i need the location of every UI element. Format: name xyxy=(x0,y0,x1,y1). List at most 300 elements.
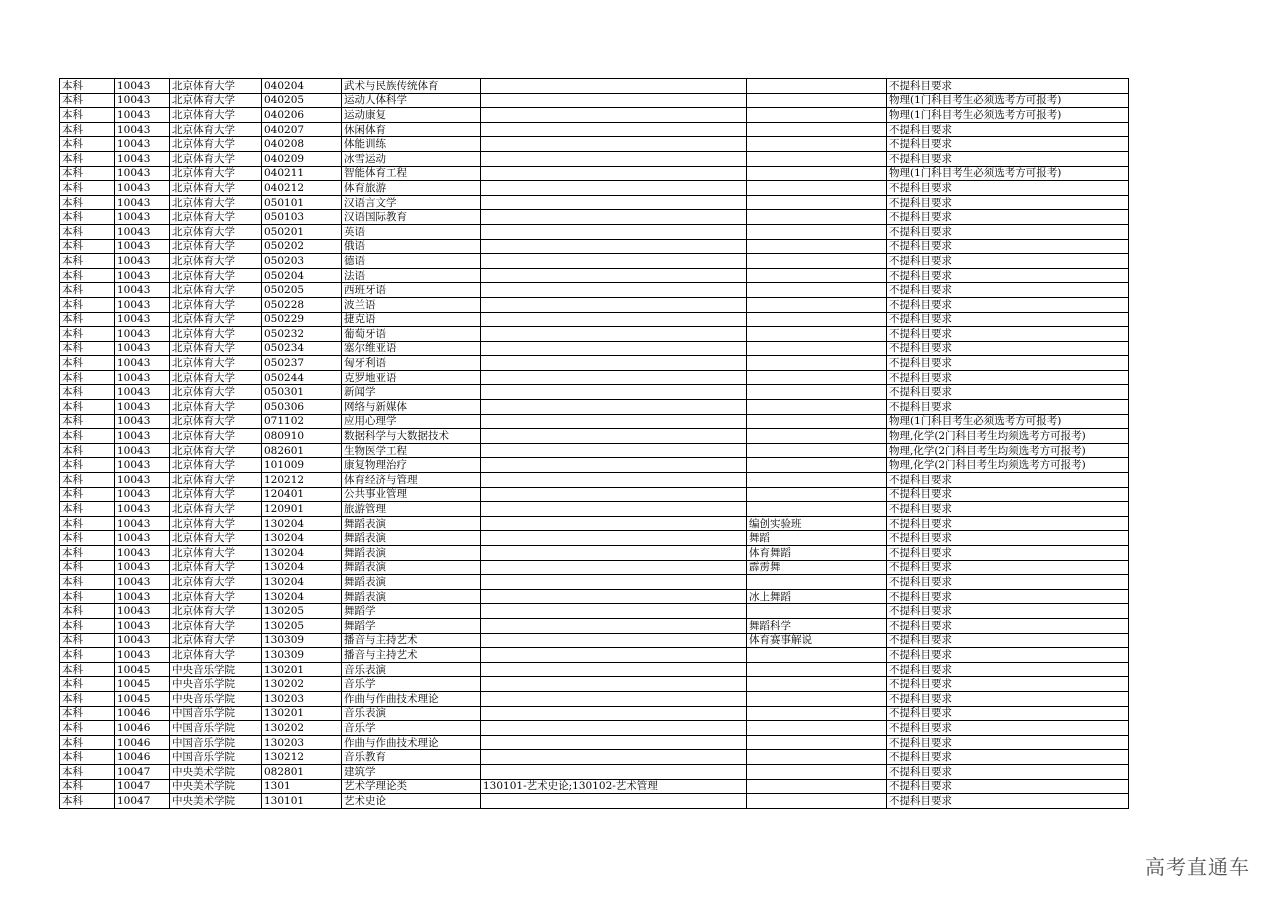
included-majors-cell xyxy=(481,268,747,283)
major-name-cell: 运动康复 xyxy=(342,108,481,123)
major-code-cell: 040209 xyxy=(262,151,342,166)
school-code-cell: 10043 xyxy=(115,575,170,590)
major-code-cell: 082801 xyxy=(262,764,342,779)
remarks-cell xyxy=(747,604,887,619)
included-majors-cell xyxy=(481,648,747,663)
school-name-cell: 北京体育大学 xyxy=(170,297,262,312)
table-row xyxy=(60,429,1129,444)
included-majors-cell xyxy=(481,181,747,196)
school-code-cell: 10043 xyxy=(115,254,170,269)
major-name-cell: 法语 xyxy=(342,268,481,283)
school-name-cell: 北京体育大学 xyxy=(170,166,262,181)
table-row xyxy=(60,531,1129,546)
table-row xyxy=(60,122,1129,137)
included-majors-cell xyxy=(481,297,747,312)
school-name-cell: 北京体育大学 xyxy=(170,648,262,663)
level-cell: 本科 xyxy=(60,735,115,750)
major-name-cell: 旅游管理 xyxy=(342,502,481,517)
level-cell: 本科 xyxy=(60,108,115,123)
table-row xyxy=(60,633,1129,648)
major-name-cell: 音乐学 xyxy=(342,677,481,692)
subject-requirement-cell: 不提科目要求 xyxy=(887,224,1129,239)
major-name-cell: 艺术学理论类 xyxy=(342,779,481,794)
school-code-cell: 10045 xyxy=(115,677,170,692)
remarks-cell xyxy=(747,254,887,269)
subject-requirement-cell: 物理(1门科目考生必须选考方可报考) xyxy=(887,93,1129,108)
subject-requirement-cell: 不提科目要求 xyxy=(887,385,1129,400)
major-name-cell: 作曲与作曲技术理论 xyxy=(342,691,481,706)
remarks-cell xyxy=(747,312,887,327)
major-name-cell: 艺术史论 xyxy=(342,794,481,809)
school-name-cell: 北京体育大学 xyxy=(170,575,262,590)
major-name-cell: 葡萄牙语 xyxy=(342,327,481,342)
major-code-cell: 101009 xyxy=(262,458,342,473)
level-cell: 本科 xyxy=(60,662,115,677)
included-majors-cell xyxy=(481,327,747,342)
included-majors-cell xyxy=(481,400,747,415)
remarks-cell xyxy=(747,166,887,181)
school-code-cell: 10045 xyxy=(115,691,170,706)
remarks-cell xyxy=(747,370,887,385)
remarks-cell xyxy=(747,677,887,692)
major-code-cell: 120401 xyxy=(262,487,342,502)
remarks-cell xyxy=(747,443,887,458)
included-majors-cell xyxy=(481,677,747,692)
major-name-cell: 波兰语 xyxy=(342,297,481,312)
major-name-cell: 音乐表演 xyxy=(342,706,481,721)
level-cell: 本科 xyxy=(60,239,115,254)
major-code-cell: 050232 xyxy=(262,327,342,342)
subject-requirement-cell: 不提科目要求 xyxy=(887,735,1129,750)
major-name-cell: 音乐表演 xyxy=(342,662,481,677)
level-cell: 本科 xyxy=(60,546,115,561)
subject-requirement-cell: 不提科目要求 xyxy=(887,589,1129,604)
school-name-cell: 北京体育大学 xyxy=(170,531,262,546)
major-name-cell: 武术与民族传统体育 xyxy=(342,79,481,94)
subject-requirement-cell: 不提科目要求 xyxy=(887,516,1129,531)
watermark: 高考直通车 xyxy=(1145,855,1250,879)
level-cell: 本科 xyxy=(60,341,115,356)
level-cell: 本科 xyxy=(60,414,115,429)
subject-requirement-cell: 不提科目要求 xyxy=(887,502,1129,517)
remarks-cell xyxy=(747,706,887,721)
subject-requirement-cell: 不提科目要求 xyxy=(887,706,1129,721)
included-majors-cell xyxy=(481,604,747,619)
remarks-cell xyxy=(747,735,887,750)
school-code-cell: 10043 xyxy=(115,356,170,371)
subject-requirement-cell: 不提科目要求 xyxy=(887,151,1129,166)
subject-requirement-cell: 不提科目要求 xyxy=(887,356,1129,371)
school-name-cell: 中国音乐学院 xyxy=(170,735,262,750)
major-code-cell: 130204 xyxy=(262,531,342,546)
major-name-cell: 新闻学 xyxy=(342,385,481,400)
subject-requirement-cell: 物理,化学(2门科目考生均须选考方可报考) xyxy=(887,443,1129,458)
included-majors-cell xyxy=(481,735,747,750)
major-code-cell: 040211 xyxy=(262,166,342,181)
level-cell: 本科 xyxy=(60,137,115,152)
included-majors-cell xyxy=(481,385,747,400)
table-row xyxy=(60,166,1129,181)
school-name-cell: 北京体育大学 xyxy=(170,618,262,633)
subject-requirement-cell: 不提科目要求 xyxy=(887,531,1129,546)
subject-requirement-cell: 不提科目要求 xyxy=(887,181,1129,196)
remarks-cell xyxy=(747,224,887,239)
level-cell: 本科 xyxy=(60,429,115,444)
level-cell: 本科 xyxy=(60,166,115,181)
remarks-cell xyxy=(747,151,887,166)
included-majors-cell xyxy=(481,473,747,488)
subject-requirement-cell: 不提科目要求 xyxy=(887,618,1129,633)
school-code-cell: 10043 xyxy=(115,414,170,429)
major-code-cell: 130205 xyxy=(262,618,342,633)
major-code-cell: 130204 xyxy=(262,589,342,604)
level-cell: 本科 xyxy=(60,706,115,721)
major-code-cell: 040206 xyxy=(262,108,342,123)
major-code-cell: 040205 xyxy=(262,93,342,108)
subject-requirement-cell: 不提科目要求 xyxy=(887,239,1129,254)
table-row xyxy=(60,400,1129,415)
school-name-cell: 中央音乐学院 xyxy=(170,662,262,677)
table-row xyxy=(60,341,1129,356)
table-row xyxy=(60,589,1129,604)
major-code-cell: 120212 xyxy=(262,473,342,488)
table-row xyxy=(60,735,1129,750)
school-name-cell: 北京体育大学 xyxy=(170,239,262,254)
school-name-cell: 北京体育大学 xyxy=(170,341,262,356)
remarks-cell xyxy=(747,385,887,400)
major-code-cell: 130204 xyxy=(262,560,342,575)
table-row xyxy=(60,283,1129,298)
subject-requirement-cell: 不提科目要求 xyxy=(887,137,1129,152)
major-code-cell: 050234 xyxy=(262,341,342,356)
school-name-cell: 北京体育大学 xyxy=(170,210,262,225)
level-cell: 本科 xyxy=(60,691,115,706)
level-cell: 本科 xyxy=(60,721,115,736)
included-majors-cell xyxy=(481,224,747,239)
school-name-cell: 北京体育大学 xyxy=(170,268,262,283)
table-row xyxy=(60,677,1129,692)
school-name-cell: 北京体育大学 xyxy=(170,443,262,458)
level-cell: 本科 xyxy=(60,779,115,794)
remarks-cell xyxy=(747,195,887,210)
school-code-cell: 10043 xyxy=(115,224,170,239)
school-code-cell: 10043 xyxy=(115,443,170,458)
major-code-cell: 050202 xyxy=(262,239,342,254)
school-name-cell: 北京体育大学 xyxy=(170,429,262,444)
table-row xyxy=(60,575,1129,590)
school-name-cell: 中国音乐学院 xyxy=(170,706,262,721)
school-code-cell: 10043 xyxy=(115,151,170,166)
subject-requirement-cell: 不提科目要求 xyxy=(887,487,1129,502)
remarks-cell xyxy=(747,93,887,108)
included-majors-cell xyxy=(481,516,747,531)
table-row xyxy=(60,502,1129,517)
major-name-cell: 体能训练 xyxy=(342,137,481,152)
major-code-cell: 050244 xyxy=(262,370,342,385)
school-code-cell: 10043 xyxy=(115,560,170,575)
included-majors-cell xyxy=(481,691,747,706)
subject-requirement-cell: 不提科目要求 xyxy=(887,195,1129,210)
school-name-cell: 中国音乐学院 xyxy=(170,750,262,765)
subject-requirement-cell: 不提科目要求 xyxy=(887,604,1129,619)
level-cell: 本科 xyxy=(60,618,115,633)
level-cell: 本科 xyxy=(60,575,115,590)
school-name-cell: 北京体育大学 xyxy=(170,516,262,531)
major-name-cell: 舞蹈表演 xyxy=(342,575,481,590)
table-row xyxy=(60,79,1129,94)
level-cell: 本科 xyxy=(60,181,115,196)
table-row xyxy=(60,546,1129,561)
school-code-cell: 10043 xyxy=(115,312,170,327)
table-row xyxy=(60,560,1129,575)
level-cell: 本科 xyxy=(60,633,115,648)
school-code-cell: 10043 xyxy=(115,589,170,604)
major-code-cell: 1301 xyxy=(262,779,342,794)
remarks-cell xyxy=(747,575,887,590)
major-code-cell: 130201 xyxy=(262,662,342,677)
subject-requirement-cell: 不提科目要求 xyxy=(887,575,1129,590)
table-row xyxy=(60,239,1129,254)
major-name-cell: 塞尔维亚语 xyxy=(342,341,481,356)
school-name-cell: 中央音乐学院 xyxy=(170,677,262,692)
major-code-cell: 040208 xyxy=(262,137,342,152)
included-majors-cell xyxy=(481,414,747,429)
remarks-cell xyxy=(747,750,887,765)
major-code-cell: 050229 xyxy=(262,312,342,327)
level-cell: 本科 xyxy=(60,502,115,517)
remarks-cell xyxy=(747,487,887,502)
school-name-cell: 北京体育大学 xyxy=(170,181,262,196)
subject-requirement-cell: 不提科目要求 xyxy=(887,794,1129,809)
table-row xyxy=(60,779,1129,794)
level-cell: 本科 xyxy=(60,473,115,488)
included-majors-cell xyxy=(481,721,747,736)
included-majors-cell xyxy=(481,764,747,779)
school-code-cell: 10046 xyxy=(115,706,170,721)
included-majors-cell xyxy=(481,283,747,298)
included-majors-cell xyxy=(481,443,747,458)
admission-subject-requirements-table xyxy=(59,78,1129,809)
subject-requirement-cell: 不提科目要求 xyxy=(887,721,1129,736)
major-name-cell: 生物医学工程 xyxy=(342,443,481,458)
subject-requirement-cell: 不提科目要求 xyxy=(887,677,1129,692)
included-majors-cell xyxy=(481,487,747,502)
table-row xyxy=(60,108,1129,123)
subject-requirement-cell: 不提科目要求 xyxy=(887,648,1129,663)
level-cell: 本科 xyxy=(60,254,115,269)
major-code-cell: 050205 xyxy=(262,283,342,298)
major-name-cell: 建筑学 xyxy=(342,764,481,779)
school-name-cell: 北京体育大学 xyxy=(170,312,262,327)
school-code-cell: 10047 xyxy=(115,764,170,779)
major-code-cell: 130309 xyxy=(262,633,342,648)
subject-requirement-cell: 物理,化学(2门科目考生均须选考方可报考) xyxy=(887,458,1129,473)
major-code-cell: 130204 xyxy=(262,516,342,531)
level-cell: 本科 xyxy=(60,458,115,473)
school-code-cell: 10043 xyxy=(115,385,170,400)
major-code-cell: 040212 xyxy=(262,181,342,196)
table-row xyxy=(60,706,1129,721)
remarks-cell xyxy=(747,283,887,298)
school-name-cell: 中国音乐学院 xyxy=(170,721,262,736)
school-name-cell: 北京体育大学 xyxy=(170,79,262,94)
included-majors-cell xyxy=(481,93,747,108)
subject-requirement-cell: 不提科目要求 xyxy=(887,764,1129,779)
table-row xyxy=(60,414,1129,429)
school-code-cell: 10043 xyxy=(115,473,170,488)
school-code-cell: 10043 xyxy=(115,604,170,619)
table-row xyxy=(60,297,1129,312)
subject-requirement-cell: 不提科目要求 xyxy=(887,400,1129,415)
major-name-cell: 克罗地亚语 xyxy=(342,370,481,385)
school-code-cell: 10043 xyxy=(115,648,170,663)
major-name-cell: 冰雪运动 xyxy=(342,151,481,166)
table-body xyxy=(60,79,1129,809)
school-name-cell: 北京体育大学 xyxy=(170,458,262,473)
major-code-cell: 130212 xyxy=(262,750,342,765)
level-cell: 本科 xyxy=(60,122,115,137)
school-code-cell: 10043 xyxy=(115,297,170,312)
table-row xyxy=(60,210,1129,225)
school-code-cell: 10043 xyxy=(115,546,170,561)
major-code-cell: 130205 xyxy=(262,604,342,619)
level-cell: 本科 xyxy=(60,750,115,765)
subject-requirement-cell: 不提科目要求 xyxy=(887,691,1129,706)
school-name-cell: 北京体育大学 xyxy=(170,604,262,619)
school-code-cell: 10046 xyxy=(115,721,170,736)
table-row xyxy=(60,356,1129,371)
subject-requirement-cell: 不提科目要求 xyxy=(887,268,1129,283)
school-code-cell: 10043 xyxy=(115,458,170,473)
included-majors-cell xyxy=(481,341,747,356)
included-majors-cell xyxy=(481,429,747,444)
major-name-cell: 汉语言文学 xyxy=(342,195,481,210)
school-name-cell: 北京体育大学 xyxy=(170,502,262,517)
major-code-cell: 082601 xyxy=(262,443,342,458)
subject-requirement-cell: 物理(1门科目考生必须选考方可报考) xyxy=(887,414,1129,429)
major-name-cell: 匈牙利语 xyxy=(342,356,481,371)
school-code-cell: 10043 xyxy=(115,370,170,385)
table-row xyxy=(60,327,1129,342)
school-code-cell: 10043 xyxy=(115,618,170,633)
remarks-cell xyxy=(747,400,887,415)
major-code-cell: 080910 xyxy=(262,429,342,444)
school-code-cell: 10043 xyxy=(115,268,170,283)
level-cell: 本科 xyxy=(60,385,115,400)
major-code-cell: 050101 xyxy=(262,195,342,210)
remarks-cell xyxy=(747,691,887,706)
table-row xyxy=(60,721,1129,736)
table-row xyxy=(60,151,1129,166)
level-cell: 本科 xyxy=(60,327,115,342)
subject-requirement-cell: 不提科目要求 xyxy=(887,633,1129,648)
major-name-cell: 英语 xyxy=(342,224,481,239)
subject-requirement-cell: 不提科目要求 xyxy=(887,750,1129,765)
school-name-cell: 中央美术学院 xyxy=(170,764,262,779)
included-majors-cell xyxy=(481,151,747,166)
major-name-cell: 舞蹈学 xyxy=(342,604,481,619)
remarks-cell xyxy=(747,137,887,152)
major-code-cell: 130204 xyxy=(262,546,342,561)
school-code-cell: 10043 xyxy=(115,283,170,298)
school-code-cell: 10043 xyxy=(115,181,170,196)
remarks-cell xyxy=(747,239,887,254)
included-majors-cell xyxy=(481,662,747,677)
included-majors-cell xyxy=(481,239,747,254)
table-row xyxy=(60,195,1129,210)
major-code-cell: 050203 xyxy=(262,254,342,269)
level-cell: 本科 xyxy=(60,516,115,531)
included-majors-cell xyxy=(481,210,747,225)
major-name-cell: 作曲与作曲技术理论 xyxy=(342,735,481,750)
table-row xyxy=(60,268,1129,283)
level-cell: 本科 xyxy=(60,648,115,663)
included-majors-cell xyxy=(481,356,747,371)
major-name-cell: 西班牙语 xyxy=(342,283,481,298)
level-cell: 本科 xyxy=(60,589,115,604)
table-row xyxy=(60,794,1129,809)
table-row xyxy=(60,691,1129,706)
level-cell: 本科 xyxy=(60,370,115,385)
major-name-cell: 舞蹈表演 xyxy=(342,560,481,575)
major-name-cell: 舞蹈表演 xyxy=(342,589,481,604)
remarks-cell xyxy=(747,356,887,371)
level-cell: 本科 xyxy=(60,531,115,546)
included-majors-cell xyxy=(481,546,747,561)
major-name-cell: 舞蹈表演 xyxy=(342,531,481,546)
level-cell: 本科 xyxy=(60,604,115,619)
level-cell: 本科 xyxy=(60,93,115,108)
remarks-cell xyxy=(747,662,887,677)
table-row xyxy=(60,473,1129,488)
subject-requirement-cell: 不提科目要求 xyxy=(887,312,1129,327)
school-code-cell: 10043 xyxy=(115,516,170,531)
school-name-cell: 北京体育大学 xyxy=(170,108,262,123)
school-code-cell: 10043 xyxy=(115,429,170,444)
school-name-cell: 北京体育大学 xyxy=(170,195,262,210)
included-majors-cell xyxy=(481,108,747,123)
school-code-cell: 10043 xyxy=(115,327,170,342)
major-code-cell: 050237 xyxy=(262,356,342,371)
subject-requirement-cell: 物理(1门科目考生必须选考方可报考) xyxy=(887,108,1129,123)
table-row xyxy=(60,648,1129,663)
level-cell: 本科 xyxy=(60,764,115,779)
school-code-cell: 10043 xyxy=(115,93,170,108)
included-majors-cell xyxy=(481,137,747,152)
major-name-cell: 音乐学 xyxy=(342,721,481,736)
remarks-cell: 舞蹈科学 xyxy=(747,618,887,633)
remarks-cell xyxy=(747,341,887,356)
included-majors-cell xyxy=(481,370,747,385)
major-name-cell: 数据科学与大数据技术 xyxy=(342,429,481,444)
major-name-cell: 播音与主持艺术 xyxy=(342,648,481,663)
remarks-cell: 编创实验班 xyxy=(747,516,887,531)
remarks-cell xyxy=(747,268,887,283)
remarks-cell xyxy=(747,764,887,779)
table-row xyxy=(60,224,1129,239)
school-code-cell: 10043 xyxy=(115,502,170,517)
major-code-cell: 130203 xyxy=(262,735,342,750)
school-name-cell: 北京体育大学 xyxy=(170,254,262,269)
subject-requirement-cell: 不提科目要求 xyxy=(887,560,1129,575)
major-name-cell: 俄语 xyxy=(342,239,481,254)
major-name-cell: 智能体育工程 xyxy=(342,166,481,181)
school-name-cell: 北京体育大学 xyxy=(170,546,262,561)
school-code-cell: 10043 xyxy=(115,166,170,181)
included-majors-cell xyxy=(481,794,747,809)
table-row xyxy=(60,604,1129,619)
major-name-cell: 应用心理学 xyxy=(342,414,481,429)
